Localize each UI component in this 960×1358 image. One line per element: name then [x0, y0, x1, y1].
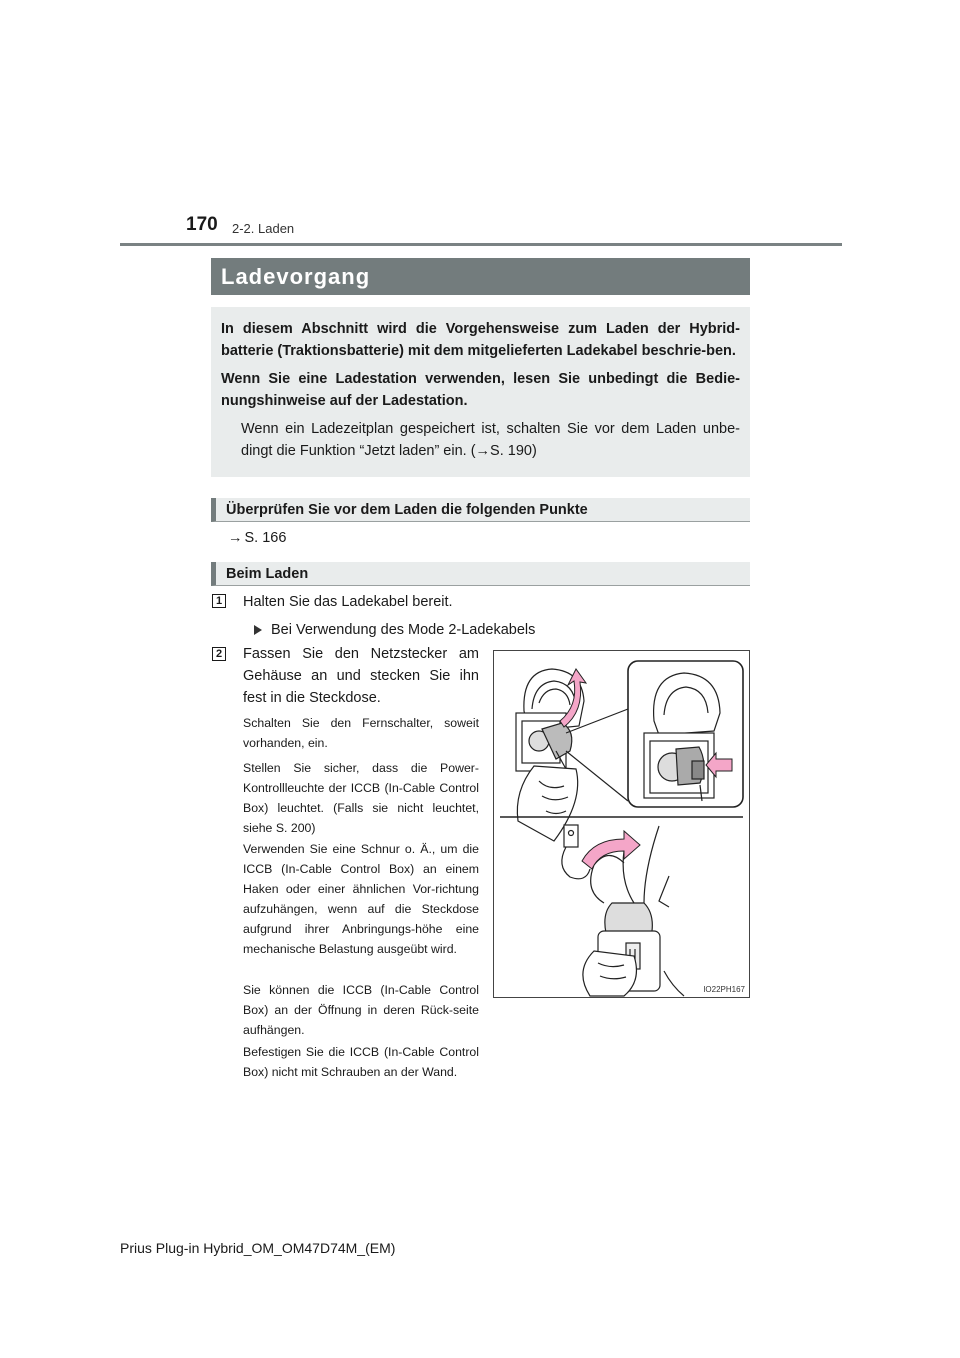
charging-illustration [493, 650, 750, 998]
intro-paragraph-1: In diesem Abschnitt wird die Vorgehensweise zum Laden der Hybrid-batterie (Traktionsbatterie) mit dem mitgelieferten Ladekabel beschrie-ben. [221, 321, 740, 359]
arrow-right-icon: → [475, 443, 491, 459]
intro-note-reference[interactable]: S. 190) [490, 443, 537, 459]
arrow-right-icon: → [228, 530, 243, 546]
step-2-text: Fassen Sie den Netzstecker am Gehäuse an und stecken Sie ihn fest in die Steckdose. [243, 646, 479, 706]
footer-document-id: Prius Plug-in Hybrid_OM_OM47D74M_(EM) [120, 1240, 396, 1256]
page-title: Ladevorgang [211, 258, 750, 295]
intro-note-text: Wenn ein Ladezeitplan gespeichert ist, schalten Sie vor dem Laden unbe-dingt die Funktion “Jetzt laden” ein. ( [241, 421, 740, 459]
figure-code: IO22PH167 [703, 985, 745, 994]
pink-arrow-curve-icon [582, 831, 640, 869]
section-heading-charging: Beim Laden [211, 562, 750, 586]
step-1-badge: 1 [212, 594, 226, 608]
step-2-note-2: Stellen Sie sicher, dass die Power-Kontrollleuchte der ICCB (In-Cable Control Box) leuchtet. (Falls sie nicht leuchtet, siehe S. 200) [243, 761, 479, 835]
triangle-bullet-icon [254, 625, 262, 635]
step-1-subitem-text: Bei Verwendung des Mode 2-Ladekabels [271, 622, 536, 638]
page-number: 170 [186, 214, 218, 235]
intro-paragraph-2: Wenn Sie eine Ladestation verwenden, lesen Sie unbedingt die Bedie-nungshinweise auf der Ladestation. [221, 371, 740, 409]
step-2-note-5: Befestigen Sie die ICCB (In-Cable Control Box) nicht mit Schrauben an der Wand. [243, 1045, 479, 1079]
header-divider [120, 243, 842, 246]
check-reference-page: S. 166 [244, 530, 287, 546]
socket-cover-drawing [516, 669, 628, 841]
step-2-badge: 2 [212, 647, 226, 661]
intro-box [211, 307, 750, 477]
step-2-note-3: Verwenden Sie eine Schnur o. Ä., um die ICCB (In-Cable Control Box) an einem Haken oder einer ähnlichen Vor-richtung aufzuhängen, wenn auf die Steckdose aufgrund ihrer Anbringungs-höhe eine mechanische Belastung ausgeübt wird. [243, 842, 479, 956]
intro-note [221, 418, 740, 462]
section-heading-check: Überprüfen Sie vor dem Laden die folgenden Punkte [211, 498, 750, 522]
step-1-subitem [254, 619, 535, 641]
step-2-note-4: Sie können die ICCB (In-Cable Control Box) an der Öffnung in deren Rück-seite aufhängen. [243, 983, 479, 1037]
section-label: 2-2. Laden [232, 221, 295, 236]
step-2-note-1: Schalten Sie den Fernschalter, soweit vorhanden, ein. [243, 716, 479, 750]
check-reference[interactable] [228, 530, 286, 546]
plug-in-illustration [494, 651, 749, 997]
step-1-text: Halten Sie das Ladekabel bereit. [243, 594, 453, 610]
